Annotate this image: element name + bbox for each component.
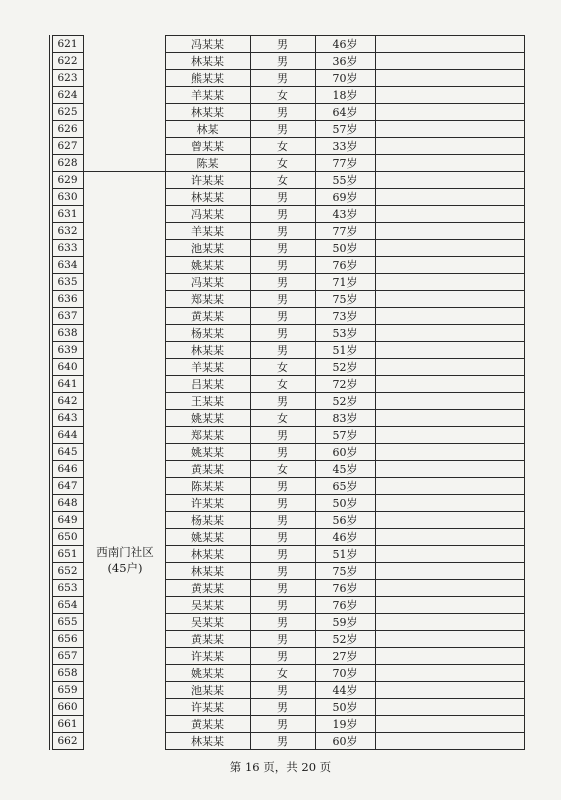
age: 77岁 <box>332 157 358 170</box>
resident-name: 姚某某 <box>191 259 224 272</box>
gender: 女 <box>277 140 288 153</box>
resident-name: 羊某某 <box>191 361 224 374</box>
age: 46岁 <box>332 38 358 51</box>
age: 73岁 <box>332 310 358 323</box>
row-number: 625 <box>57 106 78 118</box>
row-number: 638 <box>57 327 78 339</box>
gender: 男 <box>277 497 288 510</box>
row-number: 640 <box>57 361 78 373</box>
column-line <box>49 35 50 750</box>
community-name: 西南门社区 <box>96 545 154 559</box>
resident-name: 林某某 <box>191 106 224 119</box>
age: 70岁 <box>332 667 358 680</box>
row-number: 623 <box>57 72 78 84</box>
resident-name: 姚某某 <box>191 667 224 680</box>
resident-name: 羊某某 <box>191 225 224 238</box>
row-number: 661 <box>57 718 78 730</box>
row-number: 650 <box>57 531 78 543</box>
row-number: 654 <box>57 599 78 611</box>
resident-name: 郑某某 <box>191 429 224 442</box>
resident-name: 许某某 <box>191 174 224 187</box>
gender: 男 <box>277 259 288 272</box>
age: 55岁 <box>332 174 358 187</box>
row-number: 626 <box>57 123 78 135</box>
age: 51岁 <box>332 344 358 357</box>
age: 77岁 <box>332 225 358 238</box>
age: 46岁 <box>332 531 358 544</box>
resident-name: 林某某 <box>191 191 224 204</box>
column-line <box>83 35 84 750</box>
resident-name: 姚某某 <box>191 446 224 459</box>
resident-name: 吴某某 <box>191 599 224 612</box>
row-number: 648 <box>57 497 78 509</box>
age: 60岁 <box>332 735 358 748</box>
row-number: 657 <box>57 650 78 662</box>
gender: 男 <box>277 599 288 612</box>
age: 75岁 <box>332 293 358 306</box>
age: 18岁 <box>332 89 358 102</box>
row-number: 662 <box>57 735 78 747</box>
row-number: 633 <box>57 242 78 254</box>
resident-name: 羊某某 <box>191 89 224 102</box>
resident-name: 林某某 <box>191 735 224 748</box>
row-number: 629 <box>57 174 78 186</box>
row-number: 624 <box>57 89 78 101</box>
gender: 男 <box>277 616 288 629</box>
age: 76岁 <box>332 599 358 612</box>
resident-name: 林某某 <box>191 55 224 68</box>
gender: 男 <box>277 633 288 646</box>
age: 76岁 <box>332 259 358 272</box>
resident-name: 林某某 <box>191 565 224 578</box>
resident-name: 冯某某 <box>191 208 224 221</box>
age: 76岁 <box>332 582 358 595</box>
row-number: 637 <box>57 310 78 322</box>
row-number: 660 <box>57 701 78 713</box>
gender: 女 <box>277 157 288 170</box>
resident-name: 姚某某 <box>191 531 224 544</box>
gender: 男 <box>277 276 288 289</box>
resident-name: 冯某某 <box>191 276 224 289</box>
row-number: 639 <box>57 344 78 356</box>
age: 19岁 <box>332 718 358 731</box>
resident-name: 王某某 <box>191 395 224 408</box>
gender: 男 <box>277 735 288 748</box>
resident-name: 陈某某 <box>191 480 224 493</box>
column-line <box>375 35 376 750</box>
age: 57岁 <box>332 429 358 442</box>
row-number: 649 <box>57 514 78 526</box>
community-households: (45户) <box>107 561 143 575</box>
gender: 女 <box>277 174 288 187</box>
gender: 男 <box>277 531 288 544</box>
page-footer: 第 16 页，共 20 页 <box>229 760 332 774</box>
gender: 男 <box>277 650 288 663</box>
age: 83岁 <box>332 412 358 425</box>
age: 27岁 <box>332 650 358 663</box>
age: 50岁 <box>332 497 358 510</box>
age: 59岁 <box>332 616 358 629</box>
gender: 男 <box>277 701 288 714</box>
gender: 男 <box>277 327 288 340</box>
row-number: 646 <box>57 463 78 475</box>
row-number: 622 <box>57 55 78 67</box>
resident-name: 黄某某 <box>191 310 224 323</box>
age: 72岁 <box>332 378 358 391</box>
age: 52岁 <box>332 395 358 408</box>
age: 43岁 <box>332 208 358 221</box>
row-number: 641 <box>57 378 78 390</box>
row-number: 636 <box>57 293 78 305</box>
age: 57岁 <box>332 123 358 136</box>
row-number: 655 <box>57 616 78 628</box>
gender: 男 <box>277 395 288 408</box>
row-number: 628 <box>57 157 78 169</box>
gender: 女 <box>277 667 288 680</box>
resident-name: 许某某 <box>191 650 224 663</box>
resident-name: 黄某某 <box>191 463 224 476</box>
resident-name: 姚某某 <box>191 412 224 425</box>
age: 44岁 <box>332 684 358 697</box>
gender: 女 <box>277 378 288 391</box>
resident-name: 黄某某 <box>191 633 224 646</box>
row-number: 658 <box>57 667 78 679</box>
resident-name: 吴某某 <box>191 616 224 629</box>
resident-name: 黄某某 <box>191 718 224 731</box>
gender: 男 <box>277 480 288 493</box>
gender: 男 <box>277 72 288 85</box>
row-number: 643 <box>57 412 78 424</box>
gender: 男 <box>277 38 288 51</box>
gender: 男 <box>277 446 288 459</box>
row-number: 651 <box>57 548 78 560</box>
row-number: 653 <box>57 582 78 594</box>
row-number: 634 <box>57 259 78 271</box>
community-divider <box>83 171 165 172</box>
resident-name: 许某某 <box>191 701 224 714</box>
gender: 男 <box>277 718 288 731</box>
age: 64岁 <box>332 106 358 119</box>
row-number: 631 <box>57 208 78 220</box>
community-cell <box>85 544 165 576</box>
gender: 男 <box>277 191 288 204</box>
gender: 男 <box>277 55 288 68</box>
row-number: 659 <box>57 684 78 696</box>
age: 33岁 <box>332 140 358 153</box>
resident-name: 林某 <box>196 123 219 136</box>
resident-name: 郑某某 <box>191 293 224 306</box>
gender: 男 <box>277 548 288 561</box>
resident-name: 冯某某 <box>191 38 224 51</box>
resident-name: 曾某某 <box>191 140 224 153</box>
column-line <box>524 35 525 750</box>
age: 56岁 <box>332 514 358 527</box>
row-number: 630 <box>57 191 78 203</box>
resident-name: 林某某 <box>191 344 224 357</box>
gender: 女 <box>277 463 288 476</box>
resident-name: 黄某某 <box>191 582 224 595</box>
gender: 男 <box>277 429 288 442</box>
age: 75岁 <box>332 565 358 578</box>
row-number: 621 <box>57 38 78 50</box>
resident-name: 林某某 <box>191 548 224 561</box>
resident-name: 吕某某 <box>191 378 224 391</box>
age: 51岁 <box>332 548 358 561</box>
gender: 女 <box>277 361 288 374</box>
gender: 男 <box>277 106 288 119</box>
row-number: 632 <box>57 225 78 237</box>
row-number: 647 <box>57 480 78 492</box>
row-number: 644 <box>57 429 78 441</box>
age: 60岁 <box>332 446 358 459</box>
age: 50岁 <box>332 701 358 714</box>
age: 65岁 <box>332 480 358 493</box>
row-number: 656 <box>57 633 78 645</box>
age: 71岁 <box>332 276 358 289</box>
gender: 男 <box>277 684 288 697</box>
row-number: 635 <box>57 276 78 288</box>
gender: 男 <box>277 565 288 578</box>
age: 52岁 <box>332 361 358 374</box>
gender: 男 <box>277 225 288 238</box>
age: 45岁 <box>332 463 358 476</box>
age: 70岁 <box>332 72 358 85</box>
resident-name: 杨某某 <box>191 514 224 527</box>
age: 36岁 <box>332 55 358 68</box>
gender: 男 <box>277 514 288 527</box>
row-number: 627 <box>57 140 78 152</box>
resident-name: 池某某 <box>191 684 224 697</box>
gender: 男 <box>277 242 288 255</box>
age: 52岁 <box>332 633 358 646</box>
gender: 男 <box>277 123 288 136</box>
gender: 女 <box>277 412 288 425</box>
row-number: 645 <box>57 446 78 458</box>
resident-name: 陈某 <box>196 157 219 170</box>
gender: 男 <box>277 293 288 306</box>
row-number: 652 <box>57 565 78 577</box>
age: 50岁 <box>332 242 358 255</box>
row-number: 642 <box>57 395 78 407</box>
resident-name: 池某某 <box>191 242 224 255</box>
gender: 男 <box>277 344 288 357</box>
age: 53岁 <box>332 327 358 340</box>
resident-name: 熊某某 <box>191 72 224 85</box>
gender: 男 <box>277 208 288 221</box>
gender: 女 <box>277 89 288 102</box>
resident-name: 杨某某 <box>191 327 224 340</box>
gender: 男 <box>277 582 288 595</box>
gender: 男 <box>277 310 288 323</box>
resident-name: 许某某 <box>191 497 224 510</box>
age: 69岁 <box>332 191 358 204</box>
